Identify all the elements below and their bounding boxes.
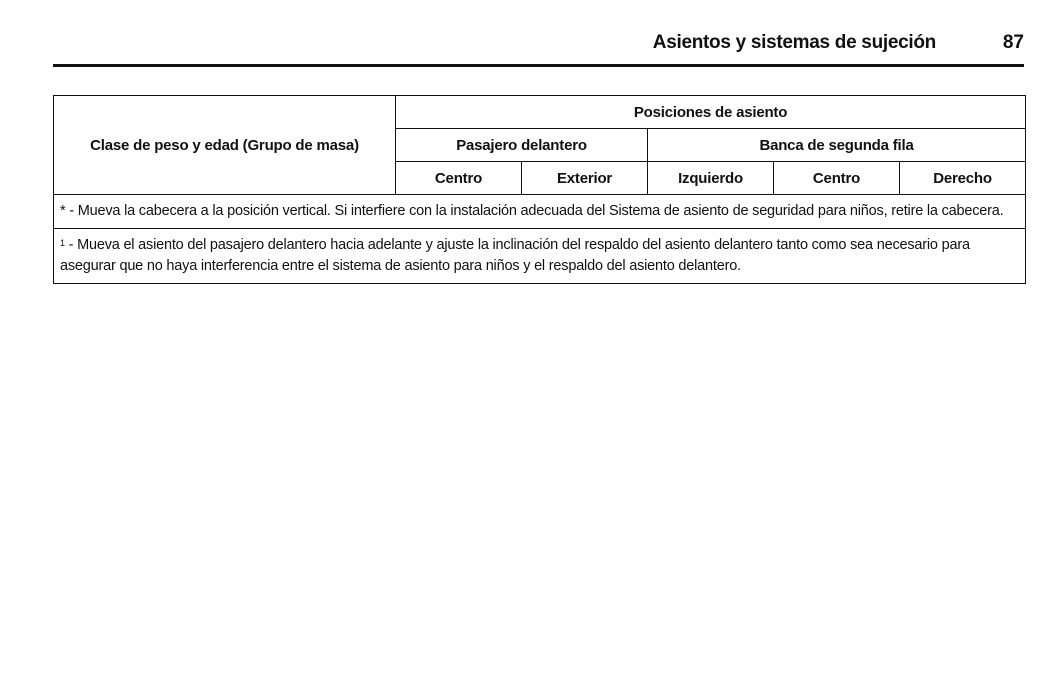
page-number: 87 [1002, 32, 1024, 53]
column-header: Izquierdo [648, 162, 774, 195]
footnote-text: - Mueva la cabecera a la posición vertical. Si interfiere con la instalación adecuada del Sistema de asiento de seguridad para niños, retire la cabecera. [65, 203, 1004, 219]
table-header-row [54, 96, 1026, 129]
column-header: Centro [396, 162, 522, 195]
group-front-passenger: Pasajero delantero [396, 129, 648, 162]
seating-positions-table [53, 95, 1026, 284]
footnote-front-seat [54, 229, 1026, 284]
section-title: Asientos y sistemas de sujeción [652, 32, 936, 53]
column-header: Exterior [522, 162, 648, 195]
page-header [53, 24, 1024, 67]
group-second-row: Banca de segunda fila [648, 129, 1026, 162]
footnote-text: - Mueva el asiento del pasajero delantero hacia adelante y ajuste la inclinación del respaldo del asiento delantero tanto como sea necesario para asegurar que no haya interferencia entre el sistema de asiento para niños y el respaldo del asiento delantero. [60, 237, 970, 274]
footnote-marker: * [60, 203, 66, 219]
column-header: Centro [774, 162, 900, 195]
footnote-headrest [54, 195, 1026, 229]
seating-positions-header: Posiciones de asiento [396, 96, 1026, 129]
table-row [54, 229, 1026, 284]
column-header: Derecho [900, 162, 1026, 195]
footnote-marker: 1 [60, 238, 65, 248]
table-row [54, 195, 1026, 229]
weight-class-header: Clase de peso y edad (Grupo de masa) [54, 96, 396, 195]
